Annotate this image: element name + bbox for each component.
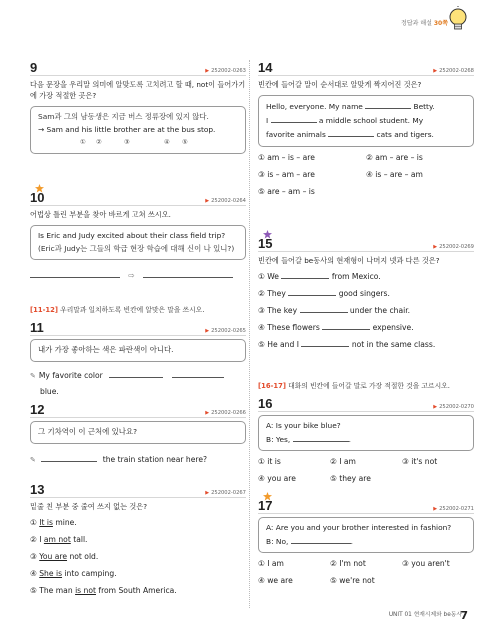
option-list — [258, 555, 474, 589]
question-code: ▶ 252002-0265 — [205, 328, 246, 334]
dialogue-box: A: Is your bike blue? B: Yes, . — [258, 415, 474, 451]
option-1[interactable]: ① am – is – are — [258, 153, 315, 162]
option-3[interactable]: ③ The key under the chair. — [258, 306, 411, 315]
korean-sentence: (Eric과 Judy는 그들의 학급 현장 학습에 대해 신이 나 있니?) — [38, 243, 235, 253]
question-box: Hello, everyone. My name Betty. I a middle school student. My favorite animals cats and tigers. — [258, 95, 474, 147]
answer-row: ✎ My favorite color — [30, 368, 246, 384]
option-4[interactable]: ④ She is into camping. — [30, 569, 117, 578]
option-2[interactable]: ② am – are – is — [366, 153, 423, 162]
option-5[interactable]: ⑤ they are — [330, 474, 371, 483]
question-14 — [258, 58, 474, 222]
option-5[interactable]: ⑤ He and I not in the same class. — [258, 340, 436, 349]
arrow-icon: ⇨ — [128, 271, 135, 280]
position-marks: ① ② ③ ④ ⑤ — [80, 138, 188, 146]
star-icon — [263, 492, 272, 501]
option-1[interactable]: ① it is — [258, 457, 281, 466]
english-sentence: Is Eric and Judy excited about their class field trip? — [38, 231, 226, 240]
question-code: ▶ 252002-0269 — [433, 244, 474, 250]
option-3[interactable]: ③ it's not — [402, 457, 438, 466]
option-3[interactable]: ③ is – am – are — [258, 170, 315, 179]
option-3[interactable]: ③ You are not old. — [30, 552, 99, 561]
pencil-icon: ✎ — [30, 455, 36, 464]
footer-unit: UNIT 01 현재시제와 be동사 — [388, 612, 462, 618]
question-number: 17 — [258, 499, 272, 512]
question-code: ▶ 252002-0270 — [433, 404, 474, 410]
question-11 — [30, 318, 246, 400]
answer-ref-page: 30쪽 — [433, 20, 448, 27]
section-instruction: [11-12] 우리말과 일치하도록 빈칸에 알맞은 말을 쓰시오. — [30, 306, 205, 314]
question-number: 10 — [30, 191, 44, 204]
question-13 — [30, 480, 246, 599]
column-divider — [249, 60, 250, 608]
lightbulb-icon — [448, 6, 468, 36]
option-list — [30, 514, 246, 599]
option-5[interactable]: ⑤ The man is not from South America. — [30, 586, 177, 595]
question-16 — [258, 394, 474, 496]
question-prompt: 빈칸에 들어갈 말이 순서대로 알맞게 짝지어진 것은? — [258, 80, 422, 89]
question-10 — [30, 188, 246, 304]
answer-blank[interactable] — [109, 369, 163, 378]
page-number: 7 — [460, 609, 468, 622]
answer-blank[interactable] — [30, 269, 120, 278]
pencil-icon: ✎ — [30, 371, 36, 380]
star-icon — [35, 184, 44, 193]
correction-answer-row — [30, 268, 246, 284]
question-number: 11 — [30, 320, 44, 335]
question-12 — [30, 400, 246, 480]
answer-ref-label: 정답과 해설 — [401, 20, 432, 27]
question-code: ▶ 252002-0264 — [205, 198, 246, 204]
section-instruction: [16-17] 대화의 빈칸에 들어갈 말로 가장 적절한 것을 고르시오. — [258, 382, 450, 390]
answer-blank[interactable] — [143, 269, 233, 278]
option-4[interactable]: ④ is – are – am — [366, 170, 423, 179]
question-box — [30, 225, 246, 260]
option-1[interactable]: ① It is mine. — [30, 518, 77, 527]
question-code: ▶ 252002-0266 — [205, 410, 246, 416]
question-code: ▶ 252002-0267 — [205, 490, 246, 496]
question-box: 그 기차역이 이 근처에 있나요? — [30, 421, 246, 444]
answer-blank[interactable] — [41, 453, 97, 462]
question-box — [30, 106, 246, 154]
question-prompt: 어법상 틀린 부분을 찾아 바르게 고쳐 쓰시오. — [30, 210, 171, 219]
left-column — [30, 58, 246, 599]
option-1[interactable]: ① I am — [258, 559, 284, 568]
option-list — [258, 268, 474, 353]
question-code: ▶ 252002-0271 — [433, 506, 474, 512]
question-number: 14 — [258, 60, 273, 75]
question-number: 13 — [30, 482, 45, 497]
option-2[interactable]: ② I am — [330, 457, 356, 466]
option-2[interactable]: ② I'm not — [330, 559, 366, 568]
question-code: ▶ 252002-0263 — [205, 68, 246, 74]
question-box: 내가 가장 좋아하는 색은 파란색이 아니다. — [30, 339, 246, 362]
answer-row-end: blue. — [40, 386, 59, 396]
option-4[interactable]: ④ we are — [258, 576, 293, 585]
star-icon — [263, 230, 272, 239]
option-1[interactable]: ① We from Mexico. — [258, 272, 381, 281]
question-9 — [30, 58, 246, 188]
option-list — [258, 149, 474, 200]
question-number: 15 — [258, 237, 272, 250]
right-column — [258, 58, 474, 589]
answer-blank[interactable] — [172, 369, 224, 378]
korean-sentence: Sam과 그의 남동생은 지금 버스 정류장에 있지 않다. — [38, 112, 209, 121]
option-5[interactable]: ⑤ we're not — [330, 576, 375, 585]
option-4[interactable]: ④ you are — [258, 474, 296, 483]
option-list — [258, 453, 474, 487]
option-4[interactable]: ④ These flowers expensive. — [258, 323, 414, 332]
question-code: ▶ 252002-0268 — [433, 68, 474, 74]
question-number: 16 — [258, 396, 273, 411]
question-number: 12 — [30, 402, 45, 417]
question-15 — [258, 234, 474, 372]
question-prompt: 밑줄 친 부분 중 줄여 쓰지 없는 것은? — [30, 502, 148, 511]
page-header — [401, 18, 448, 27]
option-2[interactable]: ② They good singers. — [258, 289, 390, 298]
option-2[interactable]: ② I am not tall. — [30, 535, 88, 544]
option-3[interactable]: ③ you aren't — [402, 559, 450, 568]
question-prompt: 다음 문장을 우리말 의미에 알맞도록 고치려고 할 때, not이 들어가기에 가장 적절한 곳은? — [30, 80, 246, 100]
question-17 — [258, 496, 474, 589]
question-number: 9 — [30, 60, 38, 75]
answer-row: ✎ the train station near here? — [30, 454, 208, 464]
dialogue-box: A: Are you and your brother interested in fashion? B: No, . — [258, 517, 474, 553]
option-5[interactable]: ⑤ are – am – is — [258, 187, 315, 196]
english-sentence: → Sam and his little brother are at the bus stop. — [38, 124, 216, 134]
question-prompt: 빈칸에 들어갈 be동사의 현재형이 나머지 넷과 다른 것은? — [258, 256, 440, 265]
